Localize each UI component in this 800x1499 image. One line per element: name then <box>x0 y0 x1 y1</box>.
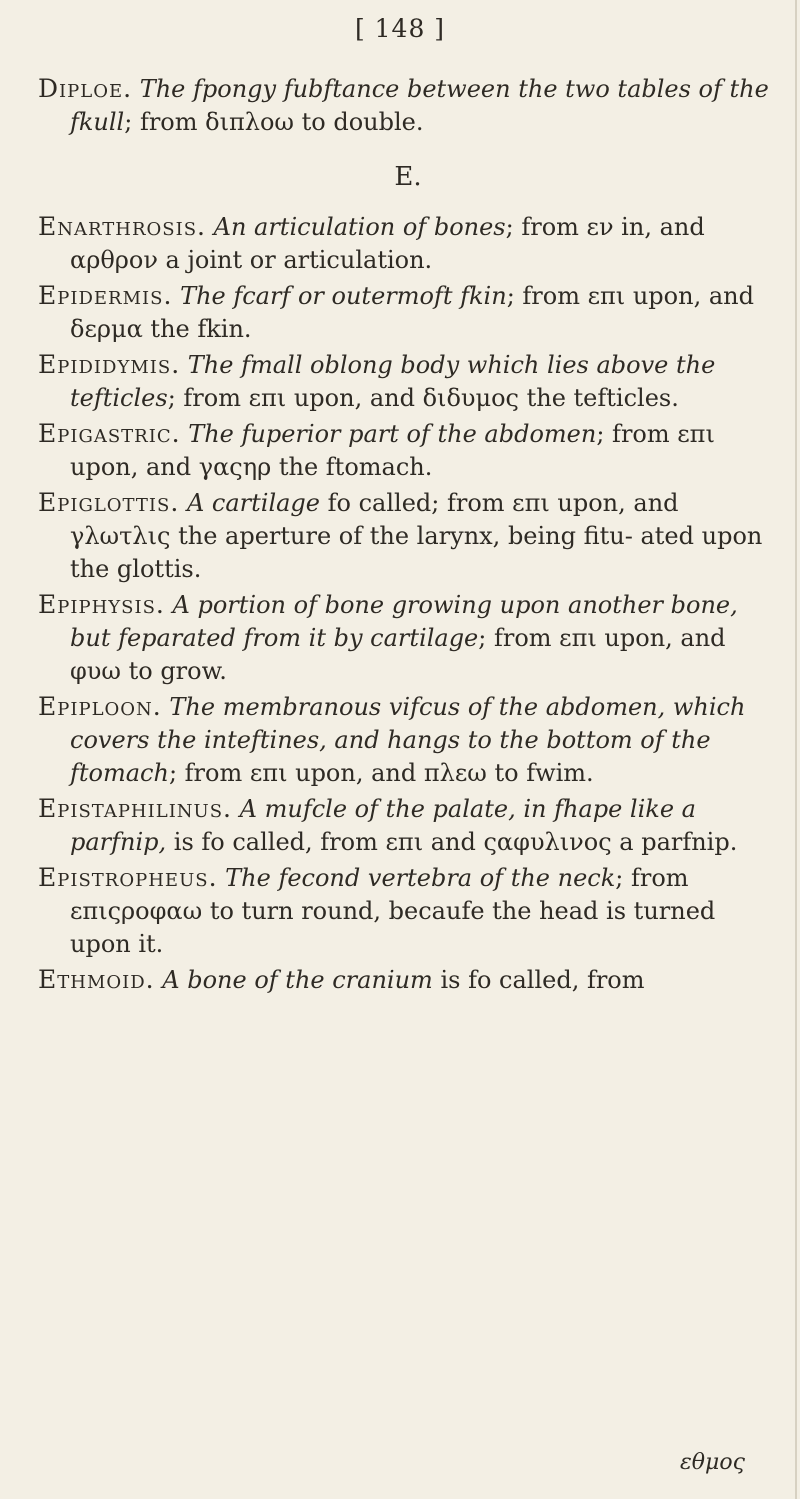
entry-term: Epiglottis. <box>38 488 180 517</box>
entry-etymology: ; from επι upon, and πλεω to fwim. <box>168 759 594 787</box>
entry-epigastric <box>38 417 778 484</box>
entry-definition: A mufcle of the palate, in fhape like a parfnip, <box>70 795 696 856</box>
entry-term: Epiphysis. <box>38 590 165 619</box>
entry-definition: A portion of bone growing upon another bone, but feparated from it by cartilage <box>70 591 738 652</box>
entry-definition: The fmall oblong body which lies above the tefticles <box>70 351 716 412</box>
entry-enarthrosis <box>38 210 778 277</box>
entry-term: Epistaphilinus. <box>38 794 233 823</box>
entry-ethmoid <box>38 963 778 997</box>
entry-term: Ethmoid. <box>38 965 155 994</box>
entry-term: Enarthrosis. <box>38 212 206 241</box>
entry-etymology: ; from εν in, and αρθρον a joint or articulation. <box>70 213 705 274</box>
entry-epiglottis <box>38 486 778 586</box>
entry-etymology: ; from διπλοω to double. <box>124 108 424 136</box>
entry-epiphysis <box>38 588 778 688</box>
entry-epistropheus <box>38 861 778 961</box>
entry-etymology: ; from επι upon, and δερμα the fkin. <box>70 282 754 343</box>
page-edge <box>795 0 797 1499</box>
dictionary-text <box>38 72 778 999</box>
entry-definition: An articulation of bones <box>213 213 506 241</box>
entry-term: Diploe. <box>38 74 133 103</box>
section-letter: E. <box>394 162 422 192</box>
entry-epidermis <box>38 279 778 346</box>
entry-etymology: fo called; from επι upon, and γλωτλις the aperture of the larynx, being fitu- ated upon the glottis. <box>70 489 763 583</box>
entry-definition: The fecond vertebra of the neck <box>225 864 616 892</box>
entry-etymology: ; from επι upon, and διδυμος the tefticles. <box>167 384 679 412</box>
entry-term: Epidermis. <box>38 281 173 310</box>
catchword: εθμος <box>680 1450 745 1475</box>
entry-definition: The fcarf or outermoft fkin <box>180 282 507 310</box>
entry-epiploon <box>38 690 778 790</box>
entry-diploe <box>38 72 778 139</box>
entry-term: Epistropheus. <box>38 863 218 892</box>
entry-etymology: is fo called, from επι and ςαφυλινος a parfnip. <box>166 828 738 856</box>
entry-term: Epididymis. <box>38 350 181 379</box>
entry-definition: The fuperior part of the abdomen <box>188 420 597 448</box>
entry-definition: The membranous vifcus of the abdomen, which covers the inteftines, and hangs to the bottom of the ftomach <box>70 693 746 787</box>
entry-term: Epiploon. <box>38 692 162 721</box>
entry-etymology: is fo called, from <box>432 966 645 994</box>
entry-etymology: ; from επιςροφαω to turn round, becaufe the head is turned upon it. <box>70 864 716 958</box>
entry-term: Epigastric. <box>38 419 181 448</box>
entry-etymology: ; from επι upon, and γαςηρ the ftomach. <box>70 420 715 481</box>
entry-epididymis <box>38 348 778 415</box>
entry-definition: A cartilage <box>186 489 320 517</box>
entry-definition: The fpongy fubftance between the two tables of the fkull <box>70 75 769 136</box>
entry-definition: A bone of the cranium <box>162 966 433 994</box>
entry-etymology: ; from επι upon, and φυω to grow. <box>70 624 726 685</box>
entry-epistaphilinus <box>38 792 778 859</box>
page-number: [ 148 ] <box>354 14 446 43</box>
